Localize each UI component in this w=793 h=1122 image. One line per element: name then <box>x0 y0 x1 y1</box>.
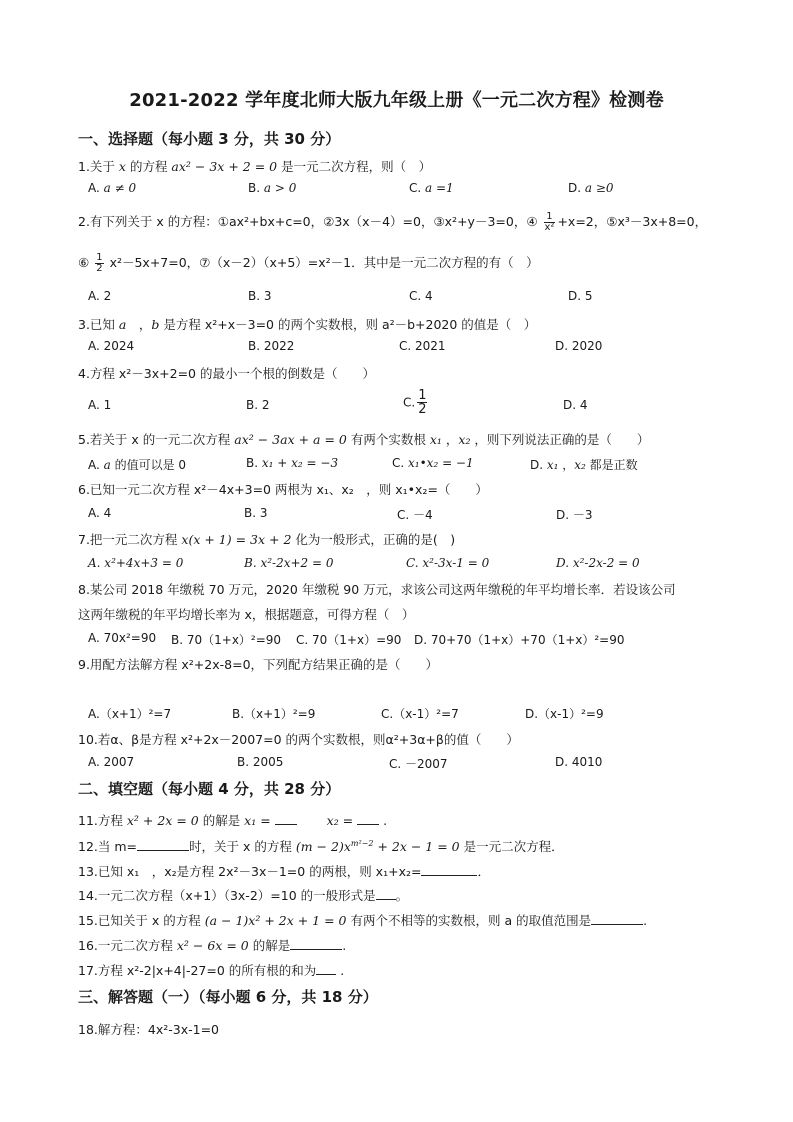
q12-text-b: 时，关于 x 的方程 <box>189 839 296 854</box>
question-13 <box>78 862 490 880</box>
q9-option-c[interactable]: C.（x-1）²=7 <box>381 707 459 721</box>
q3-text-e: 是方程 x²+x－3=0 的两个实数根，则 a²－b+2020 的值是（ ） <box>159 317 537 332</box>
q8-option-b[interactable]: B. 70（1+x）²=90 <box>171 633 282 647</box>
q10-option-d[interactable]: D. 4010 <box>555 755 603 769</box>
q5-text-a: 5.若关于 x 的一元二次方程 <box>78 432 235 447</box>
q5-option-a[interactable] <box>88 456 186 473</box>
question-12 <box>78 837 564 855</box>
q4-fraction-half <box>417 389 427 416</box>
question-7 <box>78 530 455 548</box>
q1-option-c[interactable] <box>409 181 454 195</box>
q7-option-c[interactable]: C. x²-3x-1 = 0 <box>406 556 490 570</box>
q15-text-b: 有两个不相等的实数根，则 a 的取值范围是 <box>346 913 592 928</box>
q14-end: 。 <box>395 888 409 903</box>
question-18: 18.解方程：4x²-3x-1=0 <box>78 1022 219 1037</box>
q3-option-a[interactable]: A. 2024 <box>88 339 135 353</box>
q13-text-a: 13.已知 x₁ ，x₂是方程 2x²－3x－1=0 的两根，则 x₁+x₂= <box>78 864 422 879</box>
q5-option-b-expr: x₁ + x₂ = −3 <box>261 456 339 470</box>
question-2-line1 <box>78 212 707 233</box>
q5-option-d[interactable] <box>530 456 638 473</box>
question-3 <box>78 315 536 333</box>
q16-answer-blank[interactable] <box>290 937 342 950</box>
q14-text-a: 14.一元二次方程（x+1）（3x-2）=10 的一般形式是 <box>78 888 376 903</box>
q12-exponent: m²−2 <box>350 838 374 848</box>
q12-equation-rest: + 2x − 1 = 0 <box>373 839 460 854</box>
q4-option-b[interactable]: B. 2 <box>246 398 270 412</box>
q1-text-d: 是一元二次方程，则（ ） <box>277 159 432 174</box>
q1-option-d-letter: D. <box>568 181 582 195</box>
q7-option-b[interactable]: B. x²-2x+2 = 0 <box>244 556 334 570</box>
question-5 <box>78 430 649 448</box>
q2-option-b[interactable]: B. 3 <box>248 289 272 303</box>
question-17 <box>78 961 344 979</box>
q2-half-den: 2 <box>96 263 103 274</box>
q13-end: ． <box>477 864 490 879</box>
q11-x1: x₁ = <box>244 813 271 828</box>
q2-option-a[interactable]: A. 2 <box>88 289 112 303</box>
q1-option-c-expr: a =1 <box>425 181 454 195</box>
q1-option-a-letter: A. <box>88 181 100 195</box>
question-8-line1: 8.某公司 2018 年缴税 70 万元，2020 年缴税 90 万元，求该公司这两年缴税的年平均增长率．若设该公司 <box>78 582 676 597</box>
question-6: 6.已知一元二次方程 x²－4x+3=0 两根为 x₁、x₂ ，则 x₁•x₂=（ ） <box>78 482 488 497</box>
q14-answer-blank[interactable] <box>376 887 396 900</box>
q3-text-a: 3.已知 <box>78 317 119 332</box>
q11-equation: x² + 2x = 0 <box>126 813 199 828</box>
q3-var-b: b <box>151 317 160 332</box>
q5-text-c: ， <box>441 432 459 447</box>
q2-fraction-half <box>95 253 103 274</box>
q17-end: . <box>336 963 345 978</box>
question-11 <box>78 811 387 829</box>
q11-x2: x₂ = <box>326 813 354 828</box>
q7-option-a[interactable]: A. x²+4x+3 = 0 <box>88 556 184 570</box>
q16-text-a: 16.一元二次方程 <box>78 938 177 953</box>
q9-option-b[interactable]: B.（x+1）²=9 <box>232 707 316 721</box>
q6-option-c[interactable]: C. －4 <box>397 508 433 522</box>
q5-option-a-letter: A. <box>88 458 104 472</box>
q5-text-b: 有两个实数根 <box>346 432 430 447</box>
q5-option-d-text: 都是正数 <box>585 458 638 472</box>
q11-answer-blank-2[interactable] <box>357 812 379 825</box>
q1-text-a: 1.关于 <box>78 159 119 174</box>
q5-option-d-x1: x₁ <box>546 458 559 472</box>
q10-option-c[interactable]: C. －2007 <box>389 757 448 771</box>
q2-fraction-1-over-x2 <box>544 212 556 233</box>
q12-text-c: 是一元二次方程． <box>459 839 564 854</box>
q6-option-b[interactable]: B. 3 <box>244 506 268 520</box>
section-heading-choice: 一、选择题（每小题 3 分，共 30 分） <box>78 130 341 148</box>
q12-text-a: 12.当 m= <box>78 839 138 854</box>
q15-answer-blank[interactable] <box>591 912 643 925</box>
q4-option-d[interactable]: D. 4 <box>563 398 588 412</box>
q11-answer-blank-1[interactable] <box>275 812 297 825</box>
question-2-line2 <box>78 253 539 274</box>
q4-option-a[interactable]: A. 1 <box>88 398 112 412</box>
q1-text-c: 的方程 <box>125 159 172 174</box>
q11-text-b: 的解是 <box>198 813 245 828</box>
page-title: 2021-2022 学年度北师大版九年级上册《一元二次方程》检测卷 <box>129 90 664 111</box>
q17-text-a: 17.方程 x²-2|x+4|-27=0 的所有根的和为 <box>78 963 317 978</box>
q9-option-d[interactable]: D.（x-1）²=9 <box>525 707 604 721</box>
q4-frac-den: 2 <box>418 402 427 417</box>
q4-frac-num: 1 <box>418 388 427 403</box>
q15-end: . <box>643 913 648 928</box>
q4-option-c[interactable] <box>403 389 429 416</box>
q8-option-a[interactable]: A. 70x²=90 <box>88 631 157 645</box>
question-9: 9.用配方法解方程 x²+2x-8=0，下列配方结果正确的是（ ） <box>78 657 439 672</box>
q7-text-a: 7.把一元二次方程 <box>78 532 182 547</box>
q5-x2: x₂ <box>458 432 471 447</box>
q2-half-num: 1 <box>96 252 103 263</box>
q1-option-b-letter: B. <box>248 181 261 195</box>
q12-answer-blank[interactable] <box>137 838 189 851</box>
q13-answer-blank[interactable] <box>421 863 477 876</box>
q11-text-a: 11.方程 <box>78 813 127 828</box>
q1-var: x <box>118 159 126 174</box>
q6-option-a[interactable]: A. 4 <box>88 506 112 520</box>
q5-option-b[interactable] <box>246 456 338 470</box>
q5-option-a-text: 的值可以是 0 <box>110 458 187 472</box>
q15-equation: (a − 1)x² + 2x + 1 = 0 <box>204 913 347 928</box>
q2-frac-den: x² <box>544 222 555 233</box>
q2-frac-num: 1 <box>544 212 556 223</box>
q1-option-b-expr: a > 0 <box>263 181 297 195</box>
q1-option-a[interactable] <box>88 181 136 195</box>
q4-option-c-letter: C. <box>403 395 416 410</box>
q15-text-a: 15.已知关于 x 的方程 <box>78 913 205 928</box>
question-10: 10.若α、β是方程 x²+2x－2007=0 的两个实数根，则α²+3α+β的值（ ） <box>78 732 519 747</box>
q1-option-a-expr: a ≠ 0 <box>103 181 137 195</box>
q7-option-d[interactable]: D. x²-2x-2 = 0 <box>556 556 640 570</box>
q2-text-a: 2.有下列关于 x 的方程：①ax²+bx+c=0，②3x（x－4）=0，③x²+y－3=0，④ <box>78 214 538 229</box>
section-heading-fill: 二、填空题（每小题 4 分，共 28 分） <box>78 780 341 798</box>
q6-option-d[interactable]: D. －3 <box>556 508 593 522</box>
q16-text-b: 的解是 <box>248 938 291 953</box>
q3-option-d[interactable]: D. 2020 <box>555 339 603 353</box>
q8-option-d[interactable]: D. 70+70（1+x）+70（1+x）²=90 <box>414 633 625 647</box>
q1-equation: ax² − 3x + 2 = 0 <box>171 159 278 174</box>
q2-text-c: ⑥ <box>78 255 90 270</box>
q8-option-c[interactable]: C. 70（1+x）=90 <box>296 633 402 647</box>
q2-option-c[interactable]: C. 4 <box>409 289 433 303</box>
q1-option-b[interactable] <box>248 181 296 195</box>
q5-option-b-letter: B. <box>246 456 262 470</box>
q7-equation: x(x + 1) = 3x + 2 <box>181 532 292 547</box>
q5-equation: ax² − 3ax + a = 0 <box>234 432 347 447</box>
q10-option-a[interactable]: A. 2007 <box>88 755 135 769</box>
q11-end: . <box>379 813 388 828</box>
q9-option-a[interactable]: A.（x+1）²=7 <box>88 707 172 721</box>
q16-equation: x² − 6x = 0 <box>176 938 249 953</box>
question-8-line2: 这两年缴税的年平均增长率为 x，根据题意，可得方程（ ） <box>78 607 415 622</box>
section-heading-solve: 三、解答题（一）（每小题 6 分，共 18 分） <box>78 988 378 1006</box>
q5-option-c-letter: C. <box>392 456 409 470</box>
q5-text-d: ，则下列说法正确的是（ ） <box>470 432 650 447</box>
q5-option-d-letter: D. <box>530 458 547 472</box>
q2-text-b: +x=2，⑤x³－3x+8=0， <box>557 214 708 229</box>
q3-var-a: a <box>118 317 127 332</box>
q1-option-c-letter: C. <box>409 181 422 195</box>
q12-equation: (m − 2)x <box>295 839 351 854</box>
q3-text-c: ， <box>126 317 152 332</box>
q2-text-d: x²－5x+7=0，⑦（x－2）（x+5）=x²－1．其中是一元二次方程的有（ ） <box>109 255 539 270</box>
q17-answer-blank[interactable] <box>316 962 336 975</box>
q5-option-d-sep: ， <box>558 458 575 472</box>
q1-option-d[interactable] <box>568 181 614 195</box>
q3-option-c[interactable]: C. 2021 <box>399 339 446 353</box>
q7-text-b: 化为一般形式，正确的是( ) <box>291 532 456 547</box>
q5-option-c[interactable] <box>392 456 474 470</box>
q5-option-c-expr: x₁•x₂ = −1 <box>408 456 474 470</box>
q5-x1: x₁ <box>429 432 442 447</box>
q5-option-d-x2: x₂ <box>574 458 586 472</box>
q2-option-d[interactable]: D. 5 <box>568 289 593 303</box>
question-4: 4.方程 x²－3x+2=0 的最小一个根的倒数是（ ） <box>78 366 375 381</box>
question-15 <box>78 911 647 929</box>
question-16 <box>78 936 346 954</box>
q16-end: . <box>342 938 347 953</box>
question-14 <box>78 886 408 904</box>
q1-option-d-expr: a ≥0 <box>584 181 614 195</box>
q10-option-b[interactable]: B. 2005 <box>237 755 284 769</box>
question-1 <box>78 157 431 175</box>
q3-option-b[interactable]: B. 2022 <box>248 339 295 353</box>
q5-option-a-var: a <box>103 458 111 472</box>
